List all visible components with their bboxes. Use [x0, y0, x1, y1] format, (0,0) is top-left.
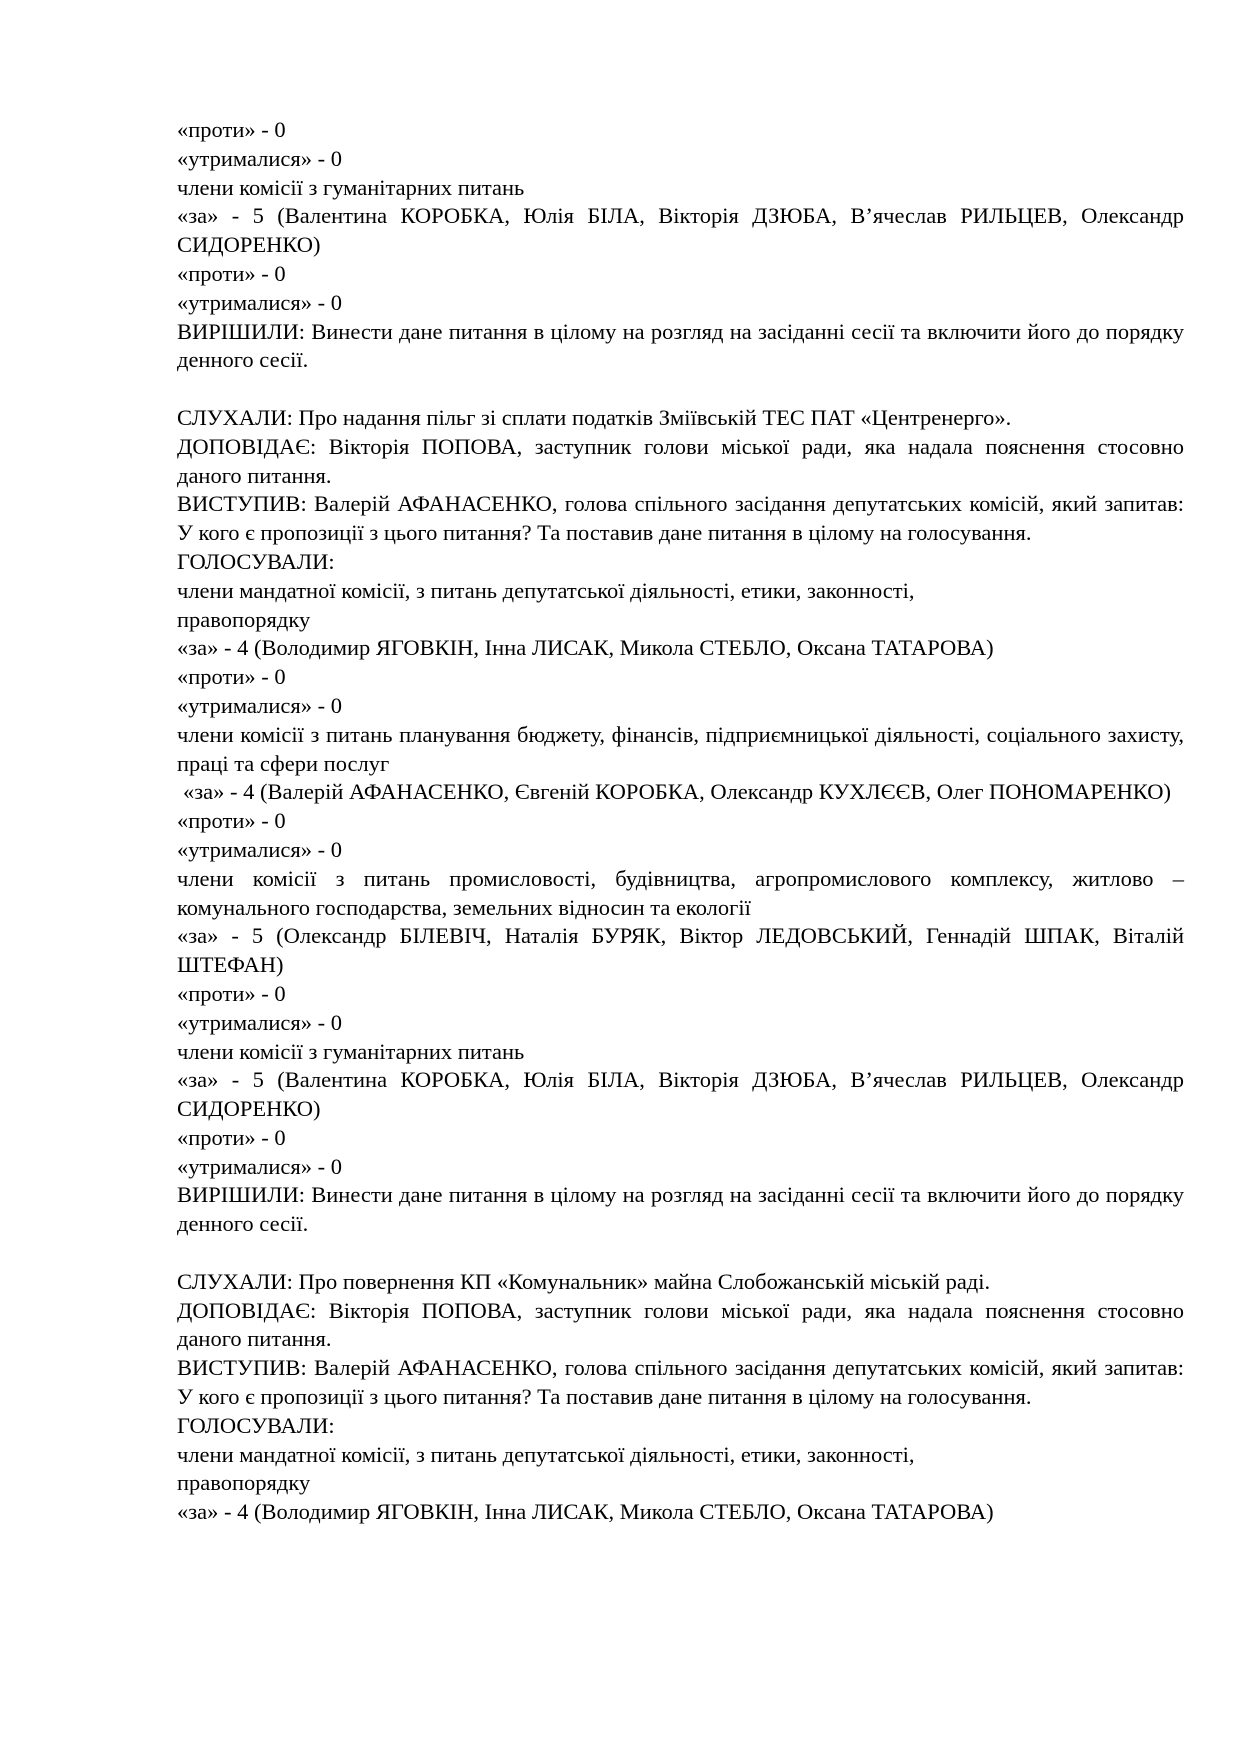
vote-against: «проти» - 0 — [177, 664, 286, 690]
document-body — [177, 116, 1184, 1527]
vote-abstained: «утрималися» - 0 — [177, 145, 343, 171]
vote-for: «за» - 4 (Валерій АФАНАСЕНКО, Євгеній КОРОБКА, Олександр КУХЛЄЄВ, Олег ПОНОМАРЕНКО) — [183, 779, 1172, 805]
vote-for: «за» - 5 (Валентина КОРОБКА, Юлія БІЛА, Вікторія ДЗЮБА, В’ячеслав РИЛЬЦЕВ, Олександр СИДОРЕНКО) — [177, 203, 1184, 258]
vote-for: «за» - 5 (Олександр БІЛЕВІЧ, Наталія БУРЯК, Віктор ЛЕДОВСЬКИЙ, Геннадій ШПАК, Віталій ШТЕФАН) — [177, 923, 1184, 978]
committee-humanitarian: члени комісії з гуманітарних питань — [177, 174, 525, 200]
vote-abstained: «утрималися» - 0 — [177, 1009, 343, 1035]
vote-against: «проти» - 0 — [177, 1124, 286, 1150]
vote-against: «проти» - 0 — [177, 980, 286, 1006]
vote-abstained: «утрималися» - 0 — [177, 692, 343, 718]
vote-abstained: «утрималися» - 0 — [177, 1153, 343, 1179]
committee-mandate: члени мандатної комісії, з питань депутатської діяльності, етики, законності, — [177, 1441, 915, 1467]
decision: ВИРІШИЛИ: Винести дане питання в цілому на розгляд на засіданні сесії та включити його до порядку денного сесії. — [177, 318, 1184, 373]
voted-heading: ГОЛОСУВАЛИ: — [177, 548, 335, 574]
reporter: ДОПОВІДАЄ: Вікторія ПОПОВА, заступник голови міської ради, яка надала пояснення стосовно даного питання. — [177, 1297, 1184, 1352]
reporter: ДОПОВІДАЄ: Вікторія ПОПОВА, заступник голови міської ради, яка надала пояснення стосовно даного питання. — [177, 433, 1184, 488]
committee-mandate-cont: правопорядку — [177, 606, 311, 632]
paragraph-gap — [177, 375, 1184, 404]
committee-humanitarian: члени комісії з гуманітарних питань — [177, 1038, 525, 1064]
heard-item: СЛУХАЛИ: Про надання пільг зі сплати податків Зміївській ТЕС ПАТ «Центренерго». — [177, 404, 1012, 430]
vote-for: «за» - 4 (Володимир ЯГОВКІН, Інна ЛИСАК, Микола СТЕБЛО, Оксана ТАТАРОВА) — [177, 635, 994, 661]
vote-against: «проти» - 0 — [177, 117, 286, 142]
vote-against: «проти» - 0 — [177, 808, 286, 834]
vote-for: «за» - 4 (Володимир ЯГОВКІН, Інна ЛИСАК, Микола СТЕБЛО, Оксана ТАТАРОВА) — [177, 1499, 994, 1525]
committee-budget: члени комісії з питань планування бюджету, фінансів, підприємницької діяльності, соціального захисту, праці та сфери послуг — [177, 721, 1184, 776]
vote-abstained: «утрималися» - 0 — [177, 836, 343, 862]
committee-mandate: члени мандатної комісії, з питань депутатської діяльності, етики, законності, — [177, 577, 915, 603]
speaker: ВИСТУПИВ: Валерій АФАНАСЕНКО, голова спільного засідання депутатських комісій, який запитав: У кого є пропозиції з цього питання? Та поставив дане питання в цілому на голосування. — [177, 1355, 1184, 1410]
vote-for: «за» - 5 (Валентина КОРОБКА, Юлія БІЛА, Вікторія ДЗЮБА, В’ячеслав РИЛЬЦЕВ, Олександр СИДОРЕНКО) — [177, 1067, 1184, 1122]
committee-mandate-cont: правопорядку — [177, 1470, 311, 1496]
speaker: ВИСТУПИВ: Валерій АФАНАСЕНКО, голова спільного засідання депутатських комісій, який запитав: У кого є пропозиції з цього питання? Та поставив дане питання в цілому на голосування. — [177, 491, 1184, 546]
vote-abstained: «утрималися» - 0 — [177, 289, 343, 315]
committee-industry: члени комісії з питань промисловості, будівництва, агропромислового комплексу, житлово – комунального господарства, земельних відносин та екології — [177, 865, 1184, 920]
heard-item: СЛУХАЛИ: Про повернення КП «Комунальник» майна Слобожанській міській раді. — [177, 1268, 991, 1294]
voted-heading: ГОЛОСУВАЛИ: — [177, 1412, 335, 1438]
vote-against: «проти» - 0 — [177, 260, 286, 286]
decision: ВИРІШИЛИ: Винести дане питання в цілому на розгляд на засіданні сесії та включити його до порядку денного сесії. — [177, 1182, 1184, 1237]
paragraph-gap — [177, 1239, 1184, 1268]
